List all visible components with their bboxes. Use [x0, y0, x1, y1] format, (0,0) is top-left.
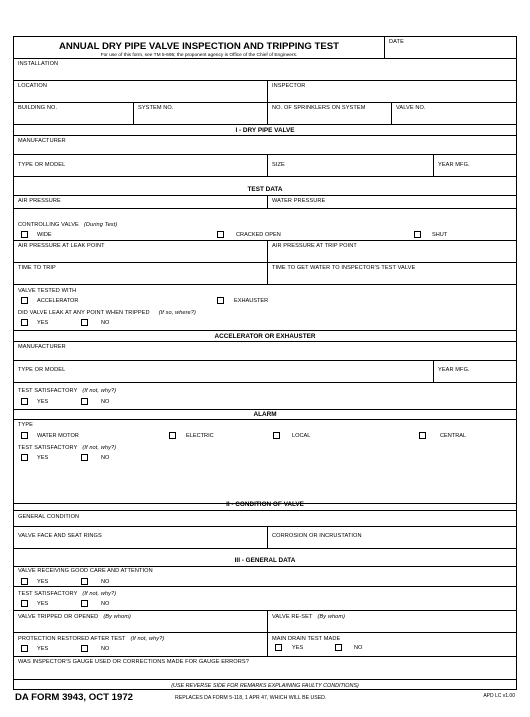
sprinklers-label: NO. OF SPRINKLERS ON SYSTEM	[272, 105, 366, 111]
face-seat-field[interactable]	[14, 527, 267, 548]
type-model-field[interactable]	[14, 155, 267, 176]
accel-block	[14, 331, 516, 361]
dry-pipe-valve-block	[14, 125, 516, 155]
location-label: LOCATION	[18, 83, 47, 89]
protection-field	[14, 633, 267, 656]
good-care-no-label: NO	[101, 579, 110, 585]
corrosion-field[interactable]	[267, 527, 516, 548]
leak-no-label: NO	[101, 320, 110, 326]
water-motor-checkbox[interactable]	[21, 432, 28, 439]
type-model-label: TYPE OR MODEL	[18, 162, 66, 168]
wide-checkbox[interactable]	[21, 231, 28, 238]
accel-test-row	[14, 383, 516, 410]
main-drain-field	[267, 633, 516, 656]
alarm-yes-label: YES	[37, 455, 49, 461]
valve-tested-label: VALVE TESTED WITH	[18, 288, 77, 294]
accelerator-checkbox[interactable]	[21, 297, 28, 304]
alarm-yes-checkbox[interactable]	[21, 454, 28, 461]
gd-test-yes-checkbox[interactable]	[21, 600, 28, 607]
valve-tested-block	[14, 285, 516, 331]
time-trip-field[interactable]	[14, 263, 267, 284]
exhauster-checkbox[interactable]	[217, 297, 224, 304]
condition-block	[14, 501, 516, 527]
gauge-field[interactable]	[14, 657, 516, 680]
main-drain-yes-checkbox[interactable]	[275, 644, 282, 651]
sprinklers-field[interactable]	[267, 103, 391, 124]
inspector-label: INSPECTOR	[272, 83, 306, 89]
central-label: CENTRAL	[440, 433, 467, 439]
alarm-no-checkbox[interactable]	[81, 454, 88, 461]
face-row	[14, 527, 516, 549]
water-motor-label: WATER MOTOR	[37, 433, 79, 439]
valve-no-field[interactable]	[391, 103, 516, 124]
replaces-note: REPLACES DA FORM 5-118, 1 APR 47, WHICH WILL BE USED.	[175, 695, 327, 701]
corrosion-label: CORROSION OR INCRUSTATION	[272, 533, 362, 539]
time-trip-label: TIME TO TRIP	[18, 265, 56, 271]
electric-checkbox[interactable]	[169, 432, 176, 439]
air-pressure-label: AIR PRESSURE	[18, 198, 61, 204]
cracked-open-checkbox[interactable]	[217, 231, 224, 238]
date-label: DATE	[389, 39, 404, 45]
leak-no-checkbox[interactable]	[81, 319, 88, 326]
shut-label: SHUT	[432, 232, 448, 238]
protection-no-label: NO	[101, 646, 110, 652]
shut-checkbox[interactable]	[414, 231, 421, 238]
central-checkbox[interactable]	[419, 432, 426, 439]
accel-title: ACCELERATOR OR EXHAUSTER	[214, 333, 316, 340]
tripped-field[interactable]	[14, 611, 267, 632]
accel-year-field[interactable]	[433, 361, 516, 382]
size-label: SIZE	[272, 162, 285, 168]
form-body	[13, 36, 517, 690]
electric-label: ELECTRIC	[186, 433, 214, 439]
leak-question: DID VALVE LEAK AT ANY POINT WHEN TRIPPED (If so, where?)	[18, 310, 196, 316]
cracked-open-label: CRACKED OPEN	[236, 232, 281, 238]
reset-field[interactable]	[267, 611, 516, 632]
local-label: LOCAL	[292, 433, 311, 439]
alarm-title: ALARM	[253, 411, 277, 418]
system-no-field[interactable]	[133, 103, 267, 124]
header-row	[14, 37, 516, 59]
alarm-no-label: NO	[101, 455, 110, 461]
alarm-block	[14, 410, 516, 504]
good-care-yes-checkbox[interactable]	[21, 578, 28, 585]
main-drain-no-checkbox[interactable]	[335, 644, 342, 651]
date-field[interactable]	[384, 37, 516, 58]
leak-yes-label: YES	[37, 320, 49, 326]
size-field[interactable]	[267, 155, 433, 176]
accel-yes-checkbox[interactable]	[21, 398, 28, 405]
form-number: DA FORM 3943, OCT 1972	[15, 692, 134, 703]
form-title: ANNUAL DRY PIPE VALVE INSPECTION AND TRIPPING TEST	[58, 41, 340, 52]
water-pressure-field[interactable]	[267, 195, 516, 208]
face-seat-label: VALVE FACE AND SEAT RINGS	[18, 533, 102, 539]
time-row	[14, 263, 516, 285]
tripped-label: VALVE TRIPPED OR OPENED (By whom)	[18, 614, 131, 620]
air-trip-label: AIR PRESSURE AT TRIP POINT	[272, 243, 357, 249]
leak-yes-checkbox[interactable]	[21, 319, 28, 326]
manufacturer-label: MANUFACTURER	[18, 138, 66, 144]
gauge-label: WAS INSPECTOR'S GAUGE USED OR CORRECTIONS MADE FOR GAUGE ERRORS?	[18, 659, 249, 665]
time-water-label: TIME TO GET WATER TO INSPECTOR'S TEST VALVE	[272, 265, 416, 271]
apd-version: APD LC v1.00	[483, 693, 515, 699]
accel-type-row	[14, 361, 516, 383]
main-drain-label: MAIN DRAIN TEST MADE	[272, 636, 341, 642]
protection-no-checkbox[interactable]	[81, 645, 88, 652]
test-data-title: TEST DATA	[247, 186, 283, 193]
year-mfg-label: YEAR MFG.	[438, 162, 470, 168]
protection-label: PROTECTION RESTORED AFTER TEST (If not, why?)	[18, 636, 165, 642]
building-row	[14, 103, 516, 125]
good-care-no-checkbox[interactable]	[81, 578, 88, 585]
controlling-valve-label: CONTROLLING VALVE (During Test)	[18, 222, 118, 228]
accel-test-label: TEST SATISFACTORY (If not, why?)	[18, 388, 117, 394]
protection-row	[14, 633, 516, 657]
protection-yes-label: YES	[37, 646, 49, 652]
leak-trip-row	[14, 241, 516, 263]
installation-label: INSTALLATION	[18, 61, 59, 67]
main-drain-yes-label: YES	[292, 645, 304, 651]
tripped-row	[14, 611, 516, 633]
gd-test-no-checkbox[interactable]	[81, 600, 88, 607]
air-trip-field[interactable]	[267, 241, 516, 262]
exhauster-label: EXHAUSTER	[234, 298, 269, 304]
system-no-label: SYSTEM NO.	[138, 105, 174, 111]
general-condition-label: GENERAL CONDITION	[18, 514, 80, 520]
accel-no-label: NO	[101, 399, 110, 405]
time-water-field[interactable]	[267, 263, 516, 284]
accel-manufacturer-field[interactable]	[14, 341, 516, 360]
form-subtitle: For use of this form, see TM 5-695; the proponent agency is Office of the Chief of Engineers.	[100, 53, 298, 58]
gd-test-no-label: NO	[101, 601, 110, 607]
wide-label: WIDE	[37, 232, 52, 238]
accel-year-label: YEAR MFG.	[438, 367, 470, 373]
section-3-title: III - GENERAL DATA	[234, 557, 296, 564]
alarm-test-label: TEST SATISFACTORY (If not, why?)	[18, 445, 117, 451]
accel-type-field[interactable]	[14, 361, 433, 382]
reverse-side-note: (USE REVERSE SIDE FOR REMARKS EXPLAINING FAULTY CONDITIONS)	[171, 683, 359, 689]
inspector-field[interactable]	[267, 81, 516, 102]
reset-label: VALVE RE-SET (By whom)	[272, 614, 346, 620]
good-care-label: VALVE RECEIVING GOOD CARE AND ATTENTION	[18, 568, 153, 574]
manufacturer-field[interactable]	[14, 135, 516, 154]
air-leak-field[interactable]	[14, 241, 267, 262]
alarm-type-label: TYPE	[18, 422, 34, 428]
water-pressure-label: WATER PRESSURE	[272, 198, 326, 204]
local-checkbox[interactable]	[273, 432, 280, 439]
air-leak-label: AIR PRESSURE AT LEAK POINT	[18, 243, 105, 249]
gd-test-label: TEST SATISFACTORY (If not, why?)	[18, 591, 117, 597]
general-condition-field[interactable]	[14, 510, 516, 526]
general-data-block	[14, 549, 516, 587]
good-care-yes-label: YES	[37, 579, 49, 585]
building-no-field[interactable]	[14, 103, 133, 124]
accel-type-label: TYPE OR MODEL	[18, 367, 66, 373]
type-size-row	[14, 155, 516, 177]
test-data-block	[14, 177, 516, 209]
section-1-title: I - DRY PIPE VALVE	[235, 127, 295, 134]
accel-yes-label: YES	[37, 399, 49, 405]
gd-test-yes-label: YES	[37, 601, 49, 607]
installation-field[interactable]	[14, 59, 516, 81]
main-drain-no-label: NO	[354, 645, 363, 651]
accelerator-label: ACCELERATOR	[37, 298, 79, 304]
year-mfg-field[interactable]	[433, 155, 516, 176]
air-pressure-field[interactable]	[14, 195, 267, 208]
accel-no-checkbox[interactable]	[81, 398, 88, 405]
gd-test-row	[14, 587, 516, 611]
accel-manufacturer-label: MANUFACTURER	[18, 344, 66, 350]
controlling-valve-row	[14, 209, 516, 241]
location-field[interactable]	[14, 81, 267, 102]
building-no-label: BUILDING NO.	[18, 105, 58, 111]
protection-yes-checkbox[interactable]	[21, 645, 28, 652]
valve-no-label: VALVE NO.	[396, 105, 426, 111]
section-2-title: II - CONDITION OF VALVE	[226, 501, 304, 508]
location-row	[14, 81, 516, 103]
